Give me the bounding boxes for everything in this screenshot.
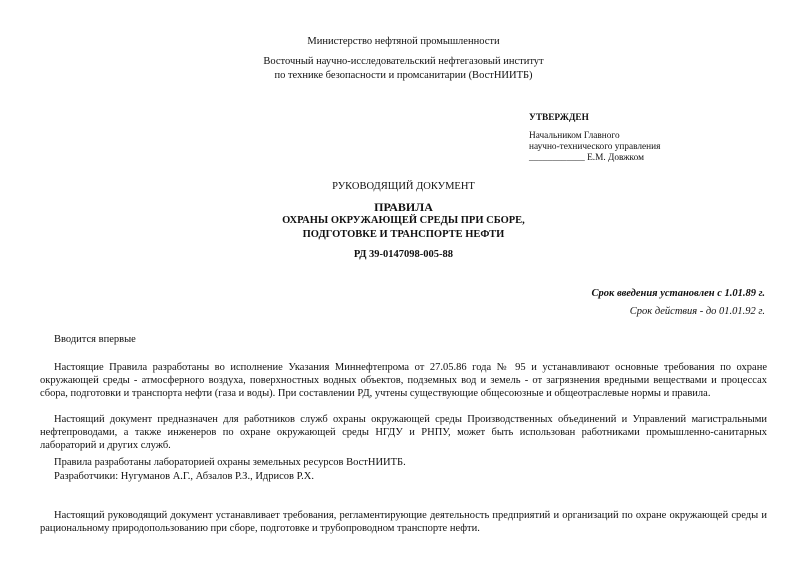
effective-date: Срок введения установлен с 1.01.89 г.	[591, 288, 765, 299]
document-type: РУКОВОДЯЩИЙ ДОКУМЕНТ	[332, 181, 475, 192]
document-code: РД 39-0147098-005-88	[353, 249, 454, 260]
document-subtitle-line2: ПОДГОТОВКЕ И ТРАНСПОРТЕ НЕФТИ	[302, 229, 505, 240]
institute-name-line2: по технике безопасности и промсанитарии (ВостНИИТБ)	[274, 70, 533, 81]
approval-line2: научно-технического управления	[529, 142, 661, 152]
paragraph-scope: Настоящий руководящий документ устанавливает требования, регламентирующие деятельность предприятий и организаций по охране окружающей среды и рациональному природопользованию при сборе, подготовке и трубопроводном транспорте нефти.	[40, 510, 767, 534]
paragraph-authors: Разработчики: Нугуманов А.Г., Абзалов Р.З., Идрисов Р.Х.	[54, 471, 314, 482]
document-title: ПРАВИЛА	[374, 200, 433, 214]
paragraph-purpose: Настоящие Правила разработаны во исполнение Указания Миннефтепрома от 27.05.86 года № 95 и устанавливают основные требования по охране окружающей среды - атмосферного воздуха, поверхностных водных объектов, подземных вод и земель - от загрязнения вредными веществами и процессах сбора, подготовки и транспорта нефти (газа и воды). При составлении РД, учтены существующие общесоюзные и общеотраслевые нормы и правила.	[40, 362, 767, 399]
paragraph-audience: Настоящий документ предназначен для работников служб охраны окружающей среды Производственных объединений и Управлений магистральными нефтепроводами, а также инженеров по охране окружающей среды НГДУ и РНПУ, может быть использован работниками промышленно-санитарных лабораторий и других служб.	[40, 414, 767, 451]
document-subtitle-line1: ОХРАНЫ ОКРУЖАЮЩЕЙ СРЕДЫ ПРИ СБОРЕ,	[282, 215, 525, 226]
ministry-name: Министерство нефтяной промышленности	[307, 36, 500, 47]
approval-signature: ____________ Е.М. Довжком	[529, 153, 644, 163]
institute-name-line1: Восточный научно-исследовательский нефтегазовый институт	[263, 56, 544, 67]
paragraph-developer-lab: Правила разработаны лабораторией охраны земельных ресурсов ВостНИИТБ.	[54, 457, 406, 468]
approval-title: УТВЕРЖДЕН	[529, 113, 589, 123]
intro-text: Вводится впервые	[54, 334, 136, 345]
approval-line1: Начальником Главного	[529, 131, 620, 141]
validity-date: Срок действия - до 01.01.92 г.	[629, 306, 765, 317]
